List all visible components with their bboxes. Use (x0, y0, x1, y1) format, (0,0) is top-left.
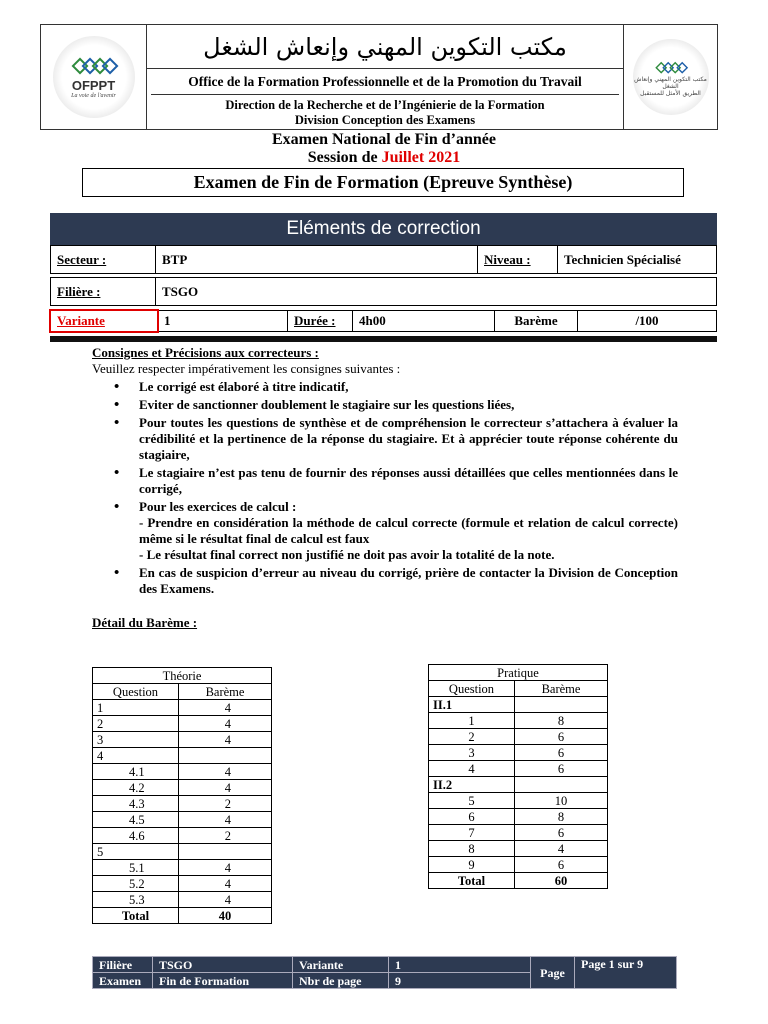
table-row (51, 246, 717, 274)
filiere-table (50, 277, 717, 306)
table-row (93, 780, 272, 796)
list-item: • Le corrigé est élaboré à titre indicatif, (92, 379, 678, 395)
filiere-label: Filière : (51, 278, 156, 306)
question-cell: 5 (429, 793, 515, 809)
question-cell: 2 (93, 716, 179, 732)
table-row (51, 278, 717, 306)
ofppt-logo-left (41, 25, 147, 129)
calc-instruction-2: - Le résultat final correct non justifié ne doit pas avoir la totalité de la note. (139, 547, 555, 562)
list-item: • Pour toutes les questions de synthèse et de compréhension le correcteur s’attachera à évaluer la crédibilité et la pertinence de la réponse du stagiaire. Et à apprécier toute réponse cohérente du stagiaire, (92, 415, 678, 463)
table-row (93, 732, 272, 748)
question-cell: 3 (93, 732, 179, 748)
table-row (93, 716, 272, 732)
bareme-cell: 4 (179, 716, 272, 732)
table-row (93, 876, 272, 892)
table-row (93, 700, 272, 716)
bareme-cell: 6 (515, 857, 608, 873)
question-cell: 4.2 (93, 780, 179, 796)
footer-examen-label: Examen (93, 973, 153, 989)
question-cell: 3 (429, 745, 515, 761)
question-cell: 2 (429, 729, 515, 745)
total-label: Total (93, 908, 179, 924)
bareme-cell: 10 (515, 793, 608, 809)
session-title: Session de Juillet 2021 (307, 149, 461, 166)
question-cell: 6 (429, 809, 515, 825)
bareme-cell: 4 (515, 841, 608, 857)
pratique-title: Pratique (429, 665, 608, 681)
theorie-title: Théorie (93, 668, 272, 684)
table-row (429, 809, 608, 825)
bareme-cell: 4 (179, 700, 272, 716)
direction-name: Direction de la Recherche et de l’Ingénierie de la Formation (225, 98, 545, 112)
total-value: 60 (515, 873, 608, 889)
secteur-label: Secteur : (51, 246, 156, 274)
question-cell: 4.6 (93, 828, 179, 844)
niveau-value: Technicien Spécialisé (558, 246, 717, 274)
table-row (93, 828, 272, 844)
variante-value: 1 (158, 311, 288, 332)
footer-page-label: Page (531, 957, 575, 989)
footer-filiere-label: Filière (93, 957, 153, 973)
duree-value: 4h00 (353, 311, 495, 332)
consignes-title: Consignes et Précisions aux correcteurs : (92, 345, 319, 360)
total-label: Total (429, 873, 515, 889)
bareme-cell: 4 (179, 764, 272, 780)
logo-right-arabic-sub: الطريق الأمثل للمستقبل (640, 89, 701, 97)
logo-right-arabic: مكتب التكوين المهني وإنعاش الشغل (634, 75, 707, 90)
table-row (429, 665, 608, 681)
question-cell: 4.1 (93, 764, 179, 780)
footer-page-value: Page 1 sur 9 (575, 957, 677, 989)
table-row (93, 892, 272, 908)
ofppt-mark-icon (655, 60, 686, 73)
bareme-cell: 6 (515, 825, 608, 841)
question-cell: 1 (93, 700, 179, 716)
exam-national-title: Examen National de Fin d’année (271, 131, 496, 148)
arabic-title: مكتب التكوين المهني وإنعاش الشغل (147, 25, 623, 69)
table-row (93, 748, 272, 764)
pratique-table (428, 664, 608, 889)
table-row (429, 777, 608, 793)
separator-bar (50, 336, 717, 342)
session-date: Juillet 2021 (381, 149, 461, 166)
table-row (93, 957, 677, 973)
total-row (93, 908, 272, 924)
footer-nbr-label: Nbr de page (293, 973, 389, 989)
pratique-col-bareme: Barème (515, 681, 608, 697)
filiere-value: TSGO (156, 278, 717, 306)
info-table (50, 245, 717, 274)
question-cell: 4 (93, 748, 179, 764)
table-row (93, 684, 272, 700)
bareme-cell: 4 (179, 892, 272, 908)
table-row (429, 729, 608, 745)
table-row (93, 796, 272, 812)
bareme-cell: 4 (179, 860, 272, 876)
calc-instruction-1: - Prendre en considération la méthode de calcul correcte (formule et relation de calcul correcte) même si le résultat final de calcul est faux (139, 515, 678, 546)
table-row (429, 793, 608, 809)
bareme-cell: 4 (179, 732, 272, 748)
footer-examen-value: Fin de Formation (153, 973, 293, 989)
duree-label: Durée : (288, 311, 353, 332)
consignes-intro: Veuillez respecter impérativement les consignes suivantes : (92, 361, 401, 376)
table-row (429, 681, 608, 697)
question-cell: 5.3 (93, 892, 179, 908)
correction-banner: Eléments de correction (50, 213, 717, 245)
epreuve-title: Examen de Fin de Formation (Epreuve Synthèse) (82, 168, 684, 197)
document-header (40, 24, 718, 130)
question-cell: 1 (429, 713, 515, 729)
question-cell: 8 (429, 841, 515, 857)
table-row (429, 841, 608, 857)
bareme-cell (179, 748, 272, 764)
pratique-col-question: Question (429, 681, 515, 697)
consignes-section (92, 345, 678, 597)
footer-variante-label: Variante (293, 957, 389, 973)
bareme-cell: 8 (515, 713, 608, 729)
detail-bareme-title: Détail du Barème : (92, 615, 198, 630)
total-value: 40 (179, 908, 272, 924)
footer-variante-value: 1 (389, 957, 531, 973)
question-cell: 5.2 (93, 876, 179, 892)
bareme-cell (515, 697, 608, 713)
question-cell: 7 (429, 825, 515, 841)
list-item: • En cas de suspicion d’erreur au niveau du corrigé, prière de contacter la Division de Conception des Examens. (92, 565, 678, 597)
bareme-cell: 4 (179, 876, 272, 892)
table-row (429, 697, 608, 713)
ofppt-mark-icon (72, 56, 116, 78)
question-cell: 9 (429, 857, 515, 873)
bareme-cell: 2 (179, 828, 272, 844)
question-cell: 4 (429, 761, 515, 777)
division-name: Division Conception des Examens (294, 113, 476, 127)
question-cell: II.1 (429, 697, 515, 713)
footer-nbr-value: 9 (389, 973, 531, 989)
table-row (429, 825, 608, 841)
table-row (93, 860, 272, 876)
list-item: • Le stagiaire n’est pas tenu de fournir des réponses aussi détaillées que celles mentionnées dans le corrigé, (92, 465, 678, 497)
ofppt-logo-text: OFPPT (71, 77, 116, 93)
bareme-cell (179, 844, 272, 860)
list-item: • Eviter de sanctionner doublement le stagiaire sur les questions liées, (92, 397, 678, 413)
list-item: • Pour les exercices de calcul : - Prendre en considération la méthode de calcul correcte (formule et relation de calcul correcte) même si le résultat final de calcul est faux - Le résultat final correct non justifié ne doit pas avoir la totalité de la note. (92, 499, 678, 563)
question-cell: II.2 (429, 777, 515, 793)
bareme-cell: 6 (515, 761, 608, 777)
bareme-cell: 4 (179, 812, 272, 828)
table-row (429, 713, 608, 729)
table-row (429, 745, 608, 761)
niveau-label: Niveau : (478, 246, 558, 274)
table-row (429, 857, 608, 873)
bareme-cell: 6 (515, 729, 608, 745)
ofppt-logo-subtitle: La voie de l'avenir (71, 92, 116, 99)
ofppt-logo-right (623, 25, 717, 129)
theorie-col-bareme: Barème (179, 684, 272, 700)
secteur-value: BTP (156, 246, 478, 274)
table-row (93, 844, 272, 860)
office-name: Office de la Formation Professionnelle et de la Promotion du Travail (151, 69, 619, 95)
footer-filiere-value: TSGO (153, 957, 293, 973)
table-row (93, 812, 272, 828)
bareme-cell: 2 (179, 796, 272, 812)
question-cell: 4.3 (93, 796, 179, 812)
question-cell: 4.5 (93, 812, 179, 828)
page-footer (92, 956, 677, 989)
table-row (93, 668, 272, 684)
table-row (429, 761, 608, 777)
question-cell: 5 (93, 844, 179, 860)
bareme-label: Barème (495, 311, 578, 332)
bareme-cell: 6 (515, 745, 608, 761)
bareme-value: /100 (578, 311, 717, 332)
table-row (93, 764, 272, 780)
bareme-cell: 4 (179, 780, 272, 796)
question-cell: 5.1 (93, 860, 179, 876)
variante-label: Variante (51, 311, 158, 332)
bareme-cell: 8 (515, 809, 608, 825)
consignes-list (92, 379, 678, 597)
total-row (429, 873, 608, 889)
theorie-table (92, 667, 272, 924)
variante-highlight-frame (49, 309, 159, 333)
bareme-cell (515, 777, 608, 793)
theorie-col-question: Question (93, 684, 179, 700)
